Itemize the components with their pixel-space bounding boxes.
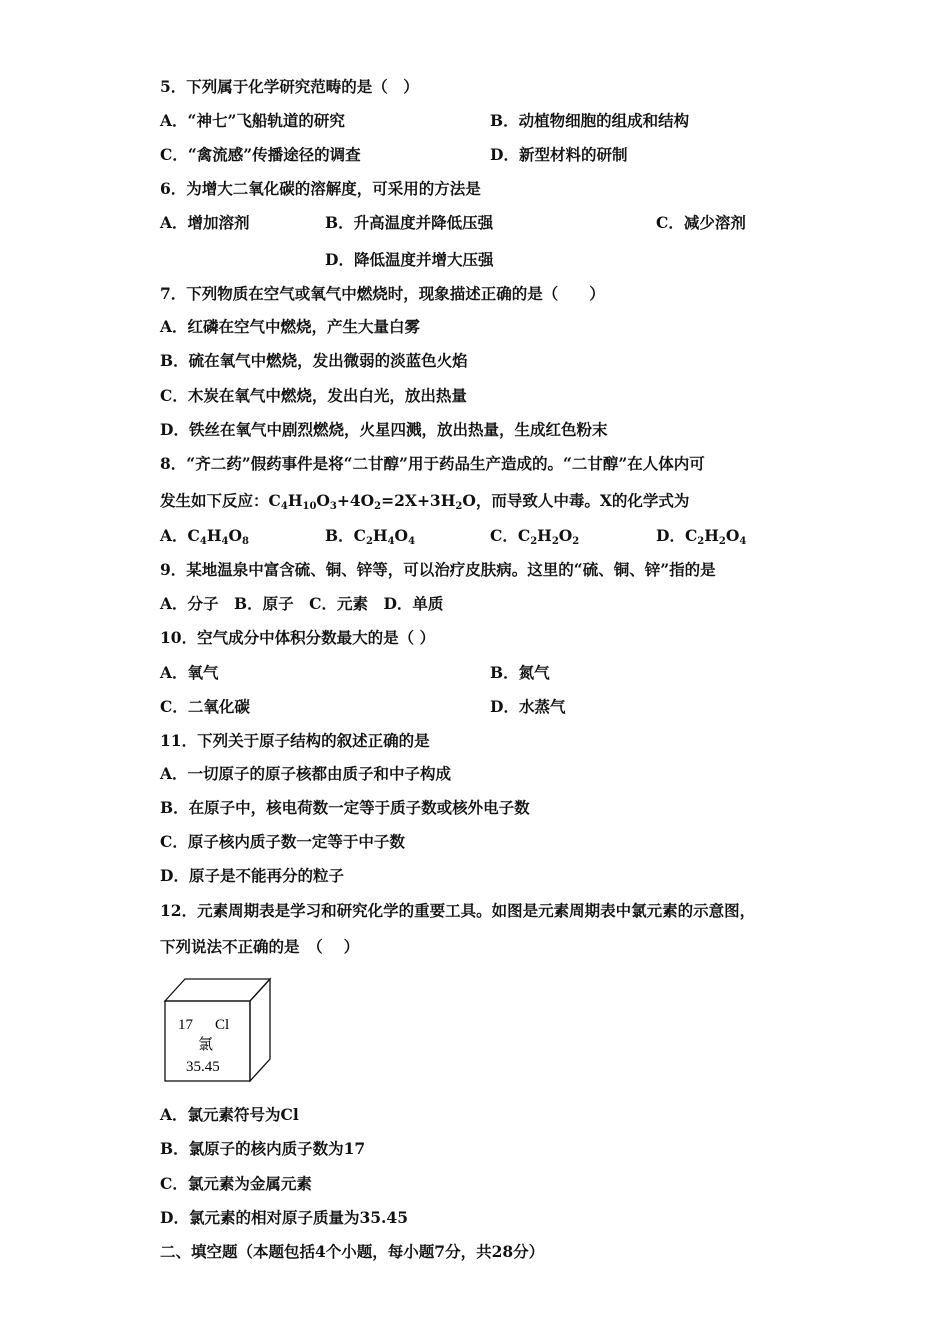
q6-stem: 6．为增大二氧化碳的溶解度，可采用的方法是	[160, 179, 481, 198]
q12-option-b: B．氯原子的核内质子数为17	[160, 1139, 366, 1158]
element-symbol: Cl	[215, 1017, 230, 1033]
q6-option-c: C．减少溶剂	[656, 213, 746, 232]
q8-stem-prefix: 发生如下反应：	[160, 491, 269, 510]
q12-stem-line1: 12．元素周期表是学习和研究化学的重要工具。如图是元素周期表中氯元素的示意图，	[160, 901, 756, 920]
q7-stem: 7．下列物质在空气或氧气中燃烧时，现象描述正确的是（ ）	[160, 284, 605, 303]
q5-option-b: B．动植物细胞的组成和结构	[490, 111, 690, 130]
chlorine-element-card	[160, 975, 276, 1085]
card-top-face	[165, 979, 270, 1001]
q8-option-c: C．$C_2H_2O_2$	[490, 526, 580, 547]
q12-option-c: C．氯元素为金属元素	[160, 1174, 312, 1193]
q8-stem-suffix: ，而导致人中毒。X的化学式为	[475, 491, 690, 510]
q8-stem-line2	[160, 490, 689, 512]
q12-option-d: D．氯元素的相对原子质量为35.45	[160, 1208, 408, 1227]
q7-option-d: D．铁丝在氧气中剧烈燃烧，火星四溅，放出热量，生成红色粉末	[160, 420, 608, 439]
q10-option-d: D．水蒸气	[490, 697, 566, 716]
q12-stem-line2: 下列说法不正确的是 （ ）	[160, 937, 360, 956]
q8-stem-line1: 8．“齐二药”假药事件是将“二甘醇”用于药品生产造成的。“二甘醇”在人体内可	[160, 454, 705, 473]
q8-reaction-equation: $C_4H_{10}O_3+4O_2=2X+3H_2O$	[268, 491, 476, 512]
q5-option-c: C．“禽流感”传播途径的调查	[160, 145, 361, 164]
q10-option-c: C．二氧化碳	[160, 697, 250, 716]
section-2-heading: 二、填空题（本题包括4个小题，每小题7分，共28分）	[160, 1242, 545, 1261]
q7-option-c: C．木炭在氧气中燃烧，发出白光，放出热量	[160, 386, 467, 405]
element-name: 氯	[198, 1037, 214, 1053]
q6-option-a: A．增加溶剂	[160, 213, 250, 232]
q8-option-d: D．$C_2H_2O_4$	[656, 526, 747, 547]
q5-stem: 5．下列属于化学研究范畴的是（ ）	[160, 77, 419, 96]
atomic-mass: 35.45	[186, 1059, 220, 1075]
q6-option-d: D．降低温度并增大压强	[325, 250, 494, 269]
q9-stem: 9．某地温泉中富含硫、铜、锌等，可以治疗皮肤病。这里的“硫、铜、锌”指的是	[160, 560, 716, 579]
q11-option-c: C．原子核内质子数一定等于中子数	[160, 832, 405, 851]
atomic-number: 17	[178, 1017, 193, 1033]
q10-stem: 10．空气成分中体积分数最大的是（ ）	[160, 628, 435, 647]
q5-option-a: A．“神七”飞船轨道的研究	[160, 111, 345, 130]
q7-option-b: B．硫在氧气中燃烧，发出微弱的淡蓝色火焰	[160, 351, 468, 370]
q7-option-a: A．红磷在空气中燃烧，产生大量白雾	[160, 317, 421, 336]
q10-option-a: A．氧气	[160, 663, 219, 682]
q12-option-a: A．氯元素符号为Cl	[160, 1105, 299, 1124]
q5-option-d: D．新型材料的研制	[490, 145, 628, 164]
q9-options: A．分子 B．原子 C．元素 D．单质	[160, 594, 444, 613]
q10-option-b: B．氮气	[490, 663, 550, 682]
q8-option-a: A．$C_4H_4O_8$	[160, 526, 249, 547]
card-side-face	[250, 979, 270, 1081]
q11-option-d: D．原子是不能再分的粒子	[160, 866, 344, 885]
q11-stem: 11．下列关于原子结构的叙述正确的是	[160, 731, 430, 750]
q8-option-b: B．$C_2H_4O_4$	[325, 526, 416, 547]
q11-option-a: A．一切原子的原子核都由质子和中子构成	[160, 764, 452, 783]
q11-option-b: B．在原子中，核电荷数一定等于质子数或核外电子数	[160, 798, 530, 817]
q6-option-b: B．升高温度并降低压强	[325, 213, 494, 232]
